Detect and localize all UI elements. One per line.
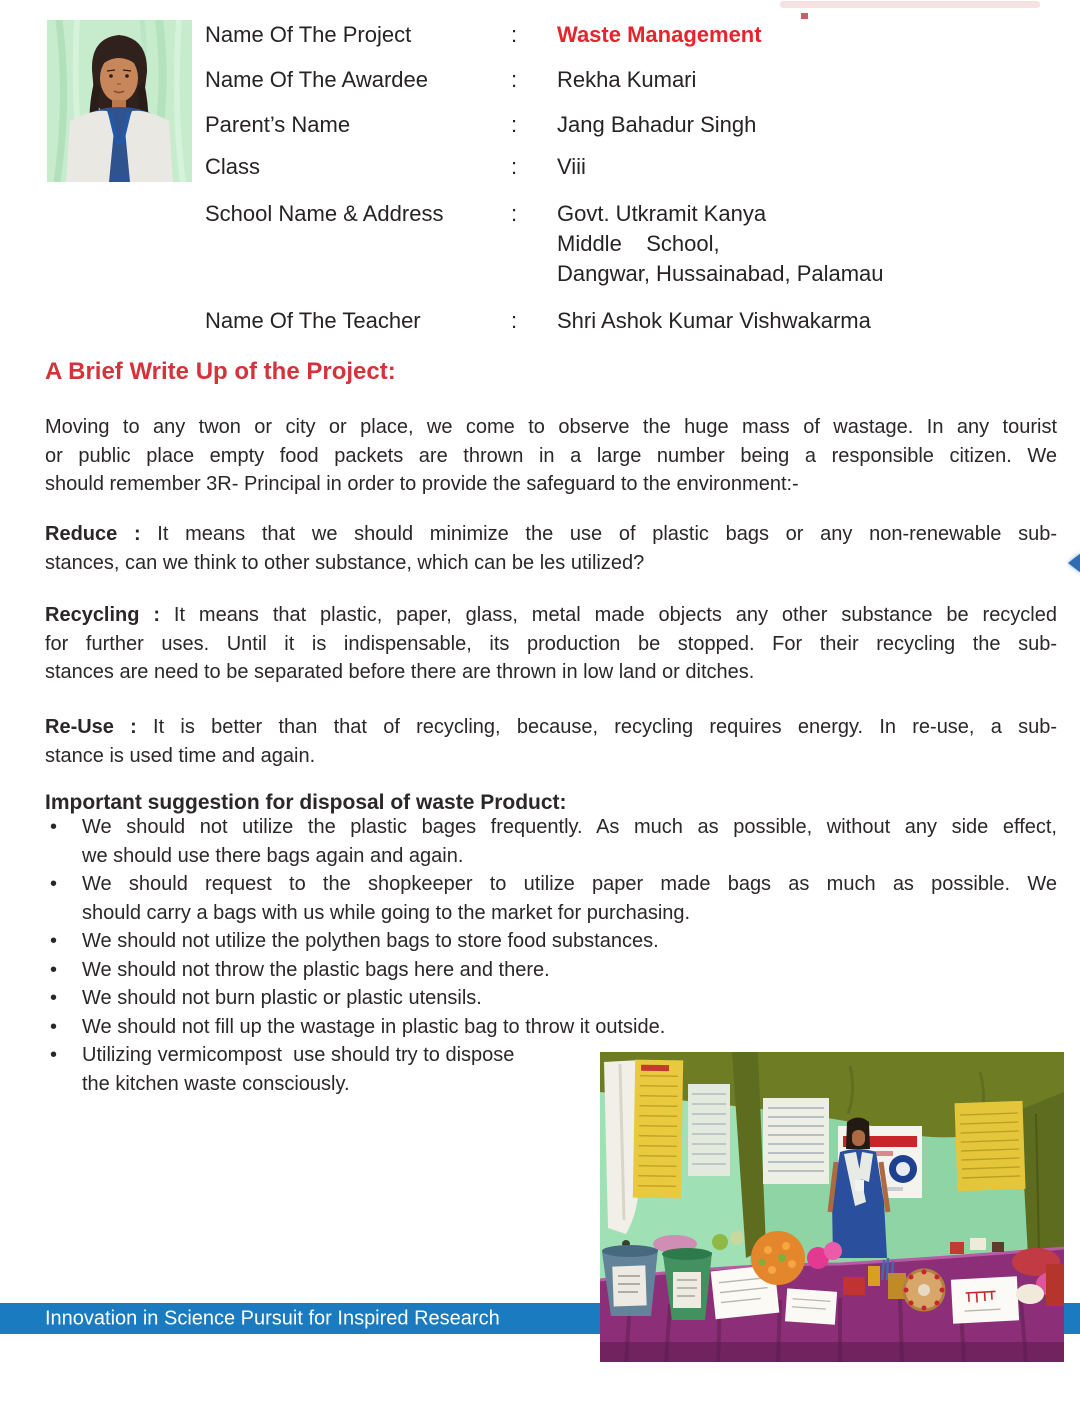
bullet-item (45, 956, 1057, 985)
bullet-marker-icon: • (50, 1015, 58, 1038)
stall-card-hindi (951, 1276, 1019, 1323)
info-value-line: Dangwar, Hussainabad, Palamau (557, 261, 884, 286)
info-label: Parent’s Name (205, 112, 351, 137)
text-line: we should use there bags again and again. (82, 844, 464, 867)
exhibition-photo (600, 1052, 1064, 1362)
info-colon: : (511, 308, 518, 333)
info-value-line: Viii (557, 154, 586, 179)
text-line: stances, can we think to other substance, which can be les utilized? (45, 551, 645, 574)
info-label: Name Of The Awardee (205, 67, 428, 92)
text-line: should remember 3R- Principal in order to provide the safeguard to the environment:- (45, 473, 799, 495)
text-line: Re-Use : It is better than that of recycling, because, recycling requires energy. In re-use, a sub- (45, 716, 1057, 738)
text-line: Utilizing vermicompost use should try to dispose (82, 1044, 515, 1066)
bullet-marker-icon: • (50, 1044, 58, 1066)
info-value-line: Shri Ashok Kumar Vishwakarma (557, 308, 871, 333)
info-colon: : (511, 22, 518, 47)
text-line: We should not utilize the polythen bags to store food substances. (82, 930, 659, 952)
suggestions-heading: Important suggestion for disposal of waste Product: (45, 791, 567, 814)
bullet-marker-icon: • (50, 930, 58, 952)
info-value-line: Jang Bahadur Singh (557, 112, 757, 137)
info-label: Name Of The Teacher (205, 308, 421, 333)
info-value-line: Govt. Utkramit Kanya (557, 201, 767, 226)
bullet-item (45, 813, 1057, 870)
paragraph (45, 520, 1057, 577)
paragraph (45, 713, 1057, 770)
bullet-marker-icon: • (50, 958, 58, 981)
writeup-heading: A Brief Write Up of the Project: (45, 358, 396, 385)
info-colon: : (511, 112, 518, 137)
paragraph (45, 601, 1057, 687)
paragraph (45, 413, 1057, 499)
page-nav-arrow-icon (1068, 553, 1080, 573)
paragraph-lead: Recycling : (45, 604, 161, 626)
info-label: Class (205, 154, 261, 179)
info-label: Name Of The Project (205, 22, 412, 47)
info-colon: : (511, 154, 518, 179)
text-line: stance is used time and again. (45, 744, 316, 767)
text-line: Reduce : It means that we should minimize the use of plastic bags or any non-renewable sub- (45, 523, 1057, 545)
bullet-item (45, 984, 1057, 1013)
text-line: We should not throw the plastic bags here and there. (82, 958, 550, 981)
text-line: stances are need to be separated before there are thrown in low land or ditches. (45, 661, 755, 683)
footer-text: Innovation in Science Pursuit for Inspired Research (45, 1307, 500, 1329)
text-line: We should not fill up the wastage in plastic bag to throw it outside. (82, 1015, 666, 1038)
text-line: We should not burn plastic or plastic utensils. (82, 987, 482, 1009)
bullet-item (45, 1013, 1057, 1042)
text-line: or public place empty food packets are thrown in a large number being a responsible citizen. We (45, 444, 1057, 467)
text-line: Recycling : It means that plastic, paper, glass, metal made objects any other substance be recycled (45, 604, 1058, 626)
info-value-line: Rekha Kumari (557, 67, 697, 92)
info-value-line: Middle School, (557, 231, 720, 256)
bullet-marker-icon: • (50, 816, 58, 838)
text-line: for further uses. Until it is indispensable, its production be stopped. For their recycling the sub- (45, 632, 1057, 655)
info-colon: : (511, 201, 518, 226)
info-colon: : (511, 67, 518, 92)
info-value-line: Waste Management (557, 22, 762, 47)
paragraph-lead: Reduce : (45, 523, 141, 545)
text-line: We should request to the shopkeeper to utilize paper made bags as much as possible. We (82, 873, 1057, 895)
bullet-item (45, 927, 1057, 956)
paragraph-lead: Re-Use : (45, 716, 137, 738)
text-line: the kitchen waste consciously. (82, 1072, 350, 1095)
text-line: should carry a bags with us while going to the market for purchasing. (82, 901, 691, 924)
bullet-marker-icon: • (50, 987, 58, 1009)
bullet-marker-icon: • (50, 873, 58, 895)
info-label: School Name & Address (205, 201, 444, 226)
bullet-item (45, 870, 1057, 927)
text-line: Moving to any twon or city or place, we come to observe the huge mass of wastage. In any tourist (45, 416, 1057, 438)
text-line: We should not utilize the plastic bages frequently. As much as possible, without any side effect, (82, 816, 1057, 838)
